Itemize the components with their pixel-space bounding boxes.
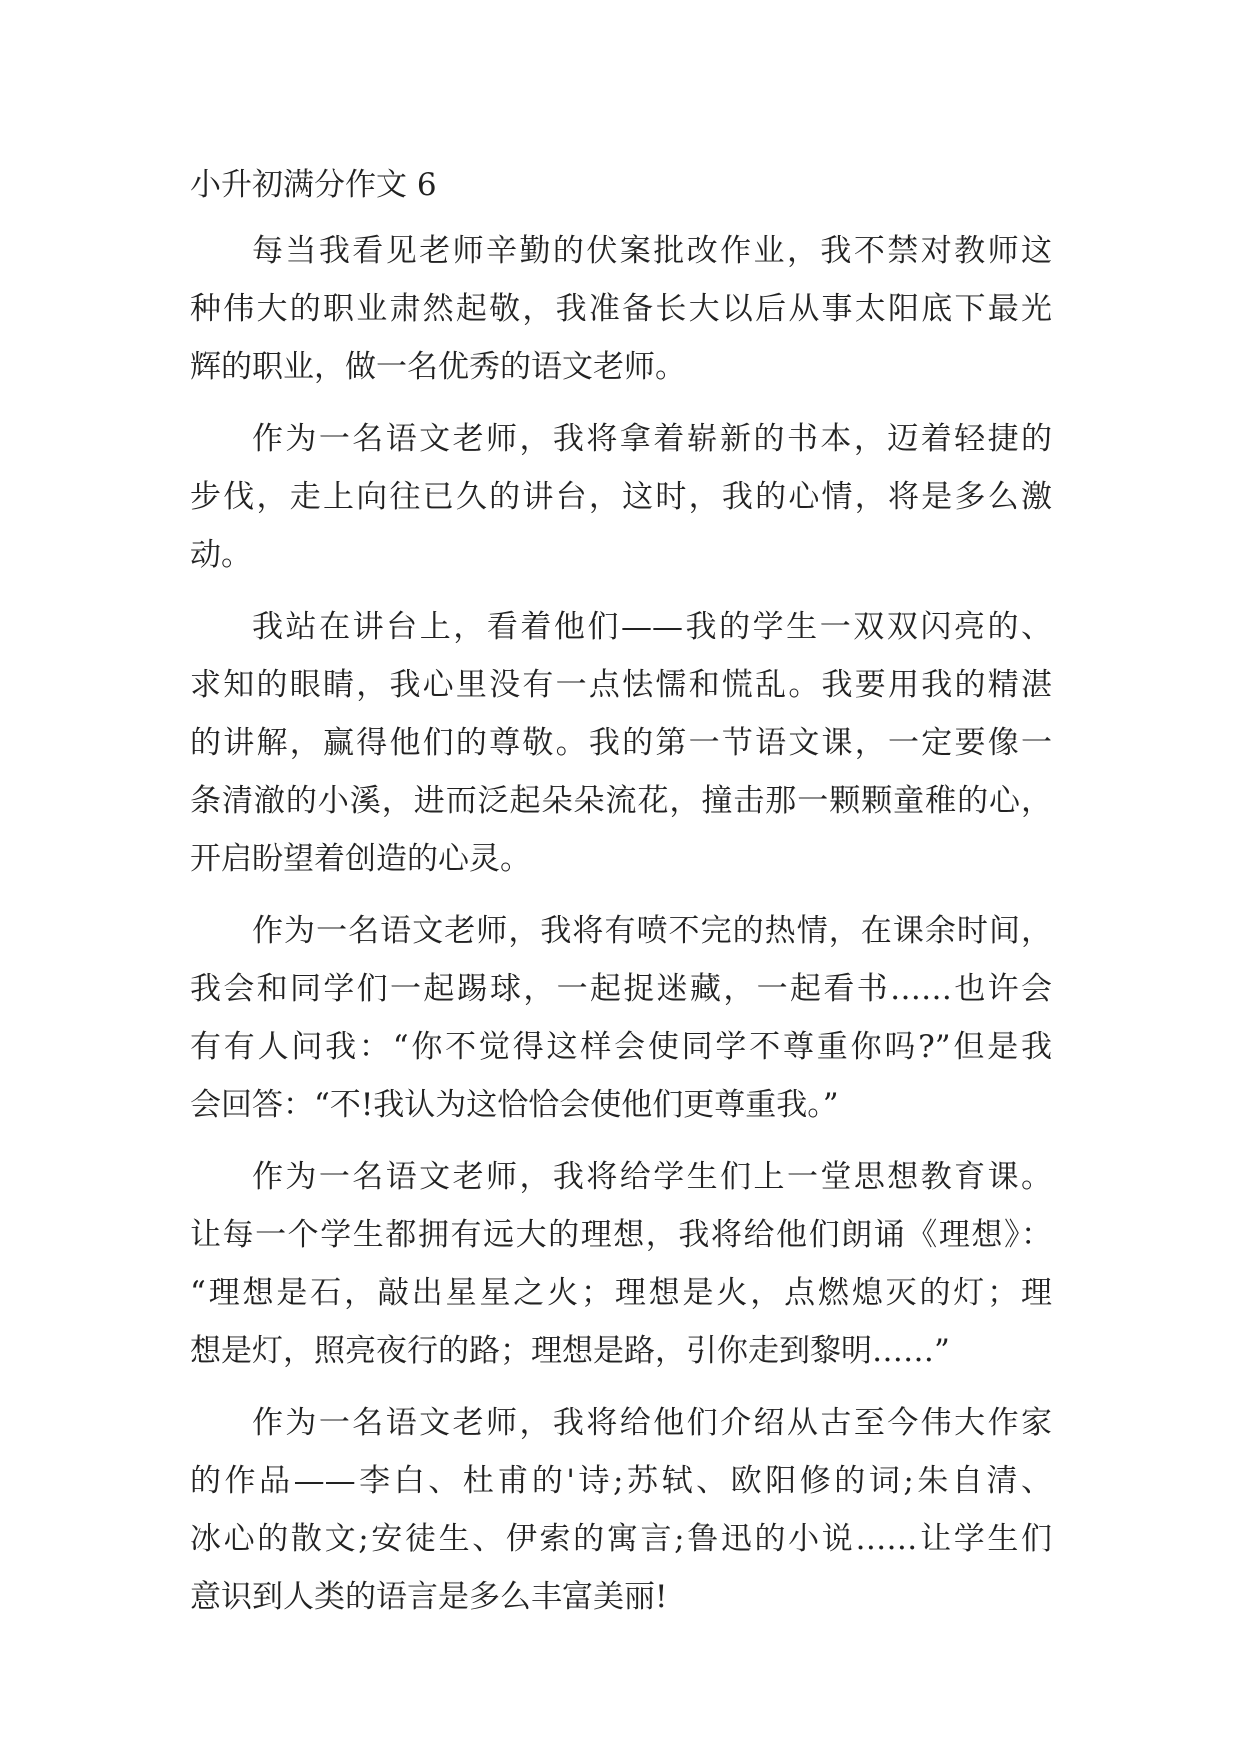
paragraph-line: 动。: [190, 537, 252, 573]
paragraph-line: 让每一个学生都拥有远大的理想，我将给他们朗诵《理想》：: [190, 1217, 1052, 1253]
paragraph-line: 辉的职业，做一名优秀的语文老师。: [190, 349, 686, 385]
paragraph-line: 作为一名语文老师，我将给学生们上一堂思想教育课。: [252, 1159, 1052, 1195]
paragraph: [190, 902, 1052, 1134]
document-body: [190, 222, 1052, 1640]
paragraph-line: 作为一名语文老师，我将有喷不完的热情，在课余时间，: [252, 913, 1052, 949]
paragraph: [190, 598, 1052, 888]
paragraph-line: 意识到人类的语言是多么丰富美丽!: [190, 1579, 668, 1615]
paragraph-line: 的讲解，赢得他们的尊敬。我的第一节语文课，一定要像一: [190, 725, 1052, 761]
paragraph-line: 条清澈的小溪，进而泛起朵朵流花，撞击那一颗颗童稚的心，: [190, 783, 1052, 819]
paragraph: [190, 222, 1052, 396]
paragraph-line: 作为一名语文老师，我将给他们介绍从古至今伟大作家: [252, 1405, 1052, 1441]
paragraph-line: 作为一名语文老师，我将拿着崭新的书本，迈着轻捷的: [252, 421, 1052, 457]
paragraph-line: 会回答：“不!我认为这恰恰会使他们更尊重我。”: [190, 1087, 839, 1123]
paragraph-line: 求知的眼睛，我心里没有一点怯懦和慌乱。我要用我的精湛: [190, 667, 1052, 703]
paragraph-line: 我站在讲台上，看着他们——我的学生一双双闪亮的、: [252, 609, 1052, 645]
paragraph: [190, 410, 1052, 584]
paragraph-line: 种伟大的职业肃然起敬，我准备长大以后从事太阳底下最光: [190, 291, 1052, 327]
paragraph-line: 的作品——李白、杜甫的'诗;苏轼、欧阳修的词;朱自清、: [190, 1463, 1052, 1499]
paragraph-line: 每当我看见老师辛勤的伏案批改作业，我不禁对教师这: [252, 233, 1052, 269]
paragraph: [190, 1394, 1052, 1626]
document-title: 小升初满分作文 6: [190, 167, 437, 203]
paragraph-line: 有有人问我：“你不觉得这样会使同学不尊重你吗?”但是我: [190, 1029, 1052, 1065]
paragraph-line: 开启盼望着创造的心灵。: [190, 841, 531, 877]
paragraph-line: 冰心的散文;安徒生、伊索的寓言;鲁迅的小说……让学生们: [190, 1521, 1052, 1557]
paragraph-line: “理想是石，敲出星星之火；理想是火，点燃熄灭的灯；理: [190, 1275, 1052, 1311]
paragraph-line: 我会和同学们一起踢球，一起捉迷藏，一起看书……也许会: [190, 971, 1052, 1007]
paragraph: [190, 1148, 1052, 1380]
paragraph-line: 想是灯，照亮夜行的路；理想是路，引你走到黎明……”: [190, 1333, 950, 1369]
paragraph-line: 步伐，走上向往已久的讲台，这时，我的心情，将是多么激: [190, 479, 1052, 515]
